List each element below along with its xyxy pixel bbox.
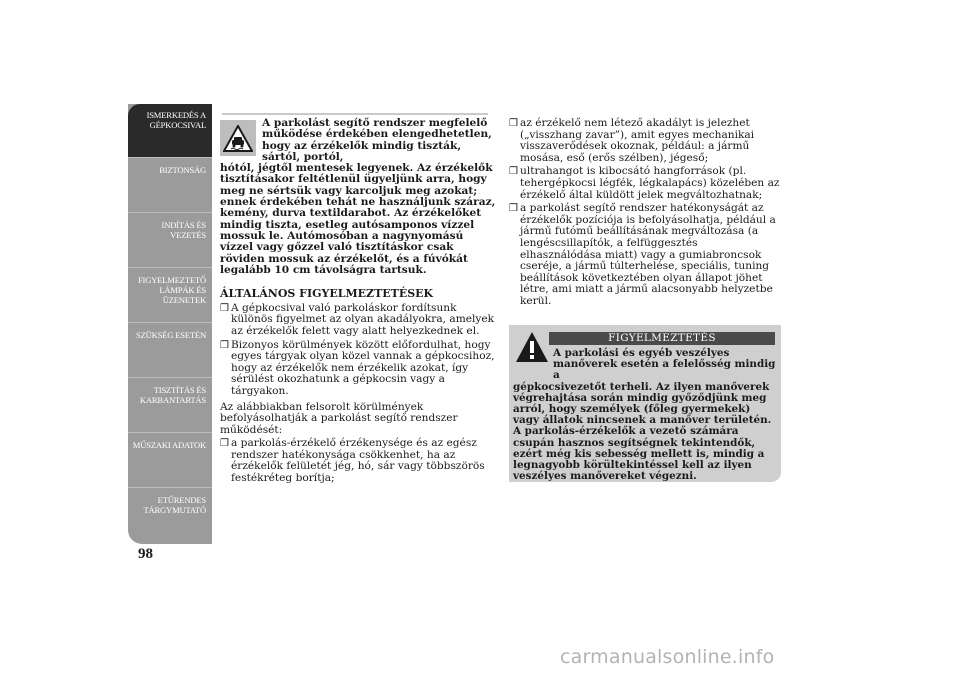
list-item-text: az érzékelő nem létező akadályt is jelezhet („visszhang zavar”), amit egyes mechanikai visszaverődések okoznak, például: a jármű mosása, eső (erős szélben), jégeső; — [520, 117, 755, 164]
left-column — [220, 118, 496, 487]
warning-panel-text — [513, 348, 777, 482]
watermark: carmanualsonline.info — [560, 646, 775, 668]
page-number: 98 — [138, 546, 153, 562]
sidebar-tab-muszaki[interactable]: MŰSZAKI ADATOK — [128, 434, 212, 488]
checkbox-bullet-icon: ❒ — [509, 166, 518, 178]
chapter-sidebar — [128, 104, 212, 544]
sidebar-tab-inditas[interactable]: INDÍTÁS ÉS VEZETÉS — [128, 214, 212, 268]
list-item — [220, 438, 496, 484]
car-slipping-warning-icon — [220, 120, 256, 156]
checkbox-bullet-icon: ❒ — [220, 438, 229, 450]
danger-warning-panel — [509, 325, 781, 482]
sensor-cleaning-warning — [220, 118, 496, 276]
sidebar-tab-ismerkedes[interactable]: ISMERKEDÉS A GÉPKOCSIVAL — [128, 104, 212, 158]
list-item-text: ultrahangot is kibocsátó hangforrások (pl. tehergépkocsi légfék, légkalapács) közelében az érzékelő által küldött jelek megváltozhatnak; — [520, 165, 780, 201]
list-item — [220, 340, 496, 398]
checkbox-bullet-icon: ❒ — [220, 339, 229, 351]
list-item — [509, 118, 781, 164]
list-item-text: A gépkocsival való parkoláskor fordítsunk különös figyelmet az olyan akadályokra, amelyek az érzékelők felett vagy alatt helyezkednek el. — [231, 301, 495, 337]
list-item-text: Bizonyos körülmények között előfordulhat, hogy egyes tárgyak olyan közel vannak a gépkocsihoz, hogy az érzékelők nem érzékelik azokat, így sérülést okozhatunk a gépkocsin vagy a tárgyakon. — [231, 338, 495, 397]
warning-panel-text-rest: gépkocsivezetőt terheli. Az ilyen manőverek végrehajtása során mindig győződjünk meg arról, hogy személyek (főleg gyermekek) vagy állatok nincsenek a manőver területén. A parkolás-érzékelők a vezető számára csupán hasznos segítségnek tekintendők, ezért még kis sebesség mellett is, mindig a legnagyobb körültekintéssel kell az ilyen veszélyes manővereket végezni. — [513, 380, 772, 483]
warning-divider — [222, 113, 488, 115]
sidebar-tab-tisztitas[interactable]: TISZTÍTÁS ÉS KARBANTARTÁS — [128, 379, 212, 433]
list-item-text: a parkolást segítő rendszer hatékonyságát az érzékelők pozíciója is befolyásolhatja, például a jármű futómű beállításának megváltozása (a lengéscsillapítók, a felfüggesztés elhasználódása miatt) vagy a gumiabroncsok cseréje, a jármű túlterhelése, speciális, tuning beállítások következtében olyan állapot jöhet létre, ami miatt a jármű alacsonyabb helyzetbe kerül. — [520, 202, 776, 307]
sidebar-tab-szukseg[interactable]: SZÜKSÉG ESETÉN — [128, 324, 212, 378]
checkbox-bullet-icon: ❒ — [220, 302, 229, 314]
right-column — [509, 118, 781, 310]
list-item — [509, 203, 781, 307]
warning-panel-title: FIGYELMEZTETÉS — [549, 332, 775, 345]
warning-text-first: A parkolást segítő rendszer megfelelő működése érdekében elengedhetetlen, hogy az érzékelők mindig tiszták, sártól, portól, — [262, 117, 492, 163]
list-item — [509, 166, 781, 201]
sidebar-tab-figyelmezteto[interactable]: FIGYELMEZTETŐ LÁMPÁK ÉS ÜZENETEK — [128, 269, 212, 323]
checkbox-bullet-icon: ❒ — [509, 118, 518, 129]
checkbox-bullet-icon: ❒ — [509, 203, 518, 215]
list-item-text: a parkolás-érzékelő érzékenysége és az egész rendszer hatékonysága csökkenhet, ha az érzékelők felületét jég, hó, sár vagy többszörös festékréteg borítja; — [231, 437, 485, 485]
list-item — [220, 303, 496, 338]
intro-paragraph: Az alábbiakban felsorolt körülmények befolyásolhatják a parkolást segítő rendszer működését: — [220, 400, 458, 436]
sidebar-tab-targymutato[interactable]: ETŰRENDES TÁRGYMUTATÓ — [143, 495, 206, 515]
warning-text-rest: hótól, jégtől mentesek legyenek. Az érzékelők tisztításakor feltétlenül ügyeljünk arra, hogy meg ne sértsük vagy karcoljuk meg azokat; ennek érdekében tehát ne használjunk száraz, kemény, durva textildarabot. Az érzékelőket mindig tiszta, esetleg autósamponos vízzel mossuk le. Autómosóban a nagynyomású vízzel vagy gőzzel való tisztításkor csak röviden mossuk az érzékelőt, és a fúvókát legalább 10 cm távolságra tartsuk. — [220, 162, 496, 276]
warning-panel-text-first: A parkolási és egyéb veszélyes manőverek esetén a felelősség mindig a — [553, 347, 776, 382]
sidebar-tab-biztonsag[interactable]: BIZTONSÁG — [128, 159, 212, 213]
section-heading: ÁLTALÁNOS FIGYELMEZTETÉSEK — [220, 287, 434, 301]
